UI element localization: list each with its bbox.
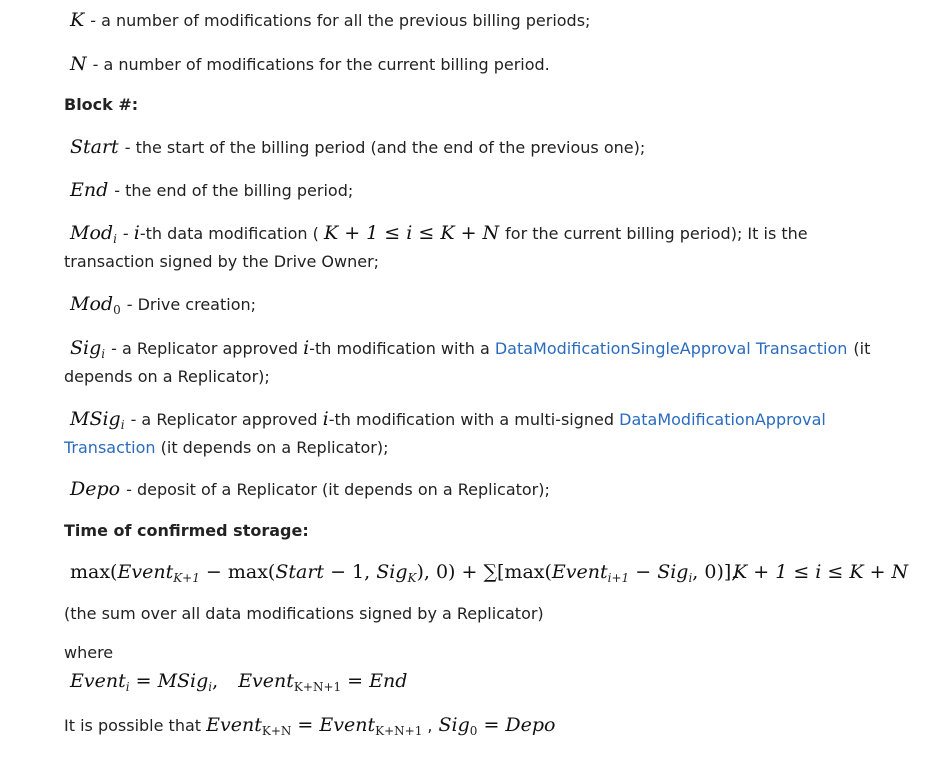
eq-part: MSig xyxy=(157,670,209,692)
sig-definition xyxy=(64,336,870,361)
storage-formula xyxy=(64,560,737,585)
msig-desc-a: - a Replicator approved xyxy=(130,410,318,429)
msig-desc-b: -th modification with a multi-signed xyxy=(328,410,615,429)
sig-symbol: Sig xyxy=(70,337,102,359)
where-label: where xyxy=(64,643,114,662)
end-description: - the end of the billing period; xyxy=(114,181,354,200)
mod-desc-c: for the current billing period); It is the xyxy=(505,224,808,243)
formula-part: Event xyxy=(117,561,174,583)
approval-transaction-link[interactable]: DataModificationApproval xyxy=(619,410,826,429)
mod-definition xyxy=(64,221,808,246)
formula-part: max( xyxy=(70,561,118,583)
eq-sub: i xyxy=(125,680,130,694)
sig-i: i xyxy=(303,337,310,359)
eq-part: Event xyxy=(238,670,294,692)
poss-part: Sig xyxy=(438,714,470,736)
poss-part: = xyxy=(477,714,506,736)
poss-part: Event xyxy=(206,714,262,736)
eq-part: = xyxy=(129,670,158,692)
sig-desc-a: - a Replicator approved xyxy=(111,339,299,358)
mod-subscript: i xyxy=(113,232,117,246)
sig-subscript: i xyxy=(101,347,106,361)
formula-part: − 1, xyxy=(324,561,377,583)
possible-line xyxy=(64,713,556,738)
k-definition xyxy=(64,8,590,33)
formula-range xyxy=(733,560,908,585)
formula-part: − xyxy=(629,561,658,583)
end-symbol: End xyxy=(70,179,109,201)
eq-sub: K+N+1 xyxy=(293,680,342,694)
k-symbol: K xyxy=(70,9,85,31)
depo-definition xyxy=(64,477,550,502)
mod0-definition xyxy=(64,292,256,317)
n-symbol: N xyxy=(70,53,87,75)
msig-i: i xyxy=(322,408,329,430)
mod-range: K + 1 ≤ i ≤ K + N xyxy=(323,222,500,244)
formula-part: Sig xyxy=(376,561,408,583)
eq-part: Event xyxy=(70,670,126,692)
msig-subscript: i xyxy=(120,418,125,432)
mod-i: i xyxy=(133,222,140,244)
sig-desc-b: -th modification with a xyxy=(309,339,490,358)
formula-sub: K+1 xyxy=(173,571,200,585)
k-description: - a number of modifications for all the previous billing periods; xyxy=(90,11,591,30)
mod0-subscript: 0 xyxy=(113,303,121,317)
formula-range-text: K + 1 ≤ i ≤ K + N xyxy=(733,561,909,583)
formula-sub: i+1 xyxy=(607,571,630,585)
start-symbol: Start xyxy=(70,136,119,158)
approval-transaction-link-cont[interactable]: Transaction xyxy=(64,438,156,457)
start-description: - the start of the billing period (and the end of the previous one); xyxy=(124,138,646,157)
formula-sub: K xyxy=(407,571,417,585)
end-definition xyxy=(64,178,353,203)
formula-part: Event xyxy=(551,561,608,583)
msig-desc-c: (it depends on a Replicator); xyxy=(160,438,389,457)
poss-part: , xyxy=(422,716,433,735)
sig-desc-d: depends on a Replicator); xyxy=(64,367,270,386)
formula-part: , 0)], xyxy=(692,561,738,583)
poss-sub: 0 xyxy=(469,724,478,738)
sig-desc-c: (it xyxy=(853,339,871,358)
eq-part: , xyxy=(212,670,219,692)
mod-desc-d: transaction signed by the Drive Owner; xyxy=(64,252,380,271)
poss-part: Depo xyxy=(505,714,556,736)
formula-sub: i xyxy=(688,571,693,585)
formula-part: − max( xyxy=(199,561,276,583)
msig-symbol: MSig xyxy=(70,408,121,430)
depo-symbol: Depo xyxy=(70,478,121,500)
n-description: - a number of modifications for the current billing period. xyxy=(92,55,550,74)
poss-part: Event xyxy=(319,714,376,736)
mod-desc-a: - xyxy=(122,224,129,243)
eq-part: = xyxy=(341,670,370,692)
formula-part: ), 0) + ∑[max( xyxy=(416,561,552,583)
n-definition xyxy=(64,52,550,77)
possible-text: It is possible that xyxy=(64,716,202,735)
poss-part: = xyxy=(291,714,320,736)
mod0-description: - Drive creation; xyxy=(126,295,257,314)
depo-description: - deposit of a Replicator (it depends on a Replicator); xyxy=(126,480,550,499)
eq-part: End xyxy=(369,670,408,692)
poss-sub: K+N xyxy=(261,724,292,738)
msig-definition xyxy=(64,407,826,432)
mod-desc-b: -th data modification ( xyxy=(139,224,319,243)
where-equation xyxy=(64,669,407,694)
mod-symbol: Mod xyxy=(70,222,114,244)
block-heading: Block #: xyxy=(64,95,139,114)
eq-sub: i xyxy=(208,680,213,694)
mod0-symbol: Mod xyxy=(70,293,114,315)
formula-part: Sig xyxy=(657,561,689,583)
poss-sub: K+N+1 xyxy=(375,724,423,738)
time-heading: Time of confirmed storage: xyxy=(64,521,309,540)
sum-note: (the sum over all data modifications signed by a Replicator) xyxy=(64,604,544,623)
single-approval-transaction-link[interactable]: DataModificationSingleApproval Transaction xyxy=(494,339,848,358)
msig-continuation xyxy=(64,436,388,460)
formula-part: Start xyxy=(275,561,325,583)
start-definition xyxy=(64,135,645,160)
